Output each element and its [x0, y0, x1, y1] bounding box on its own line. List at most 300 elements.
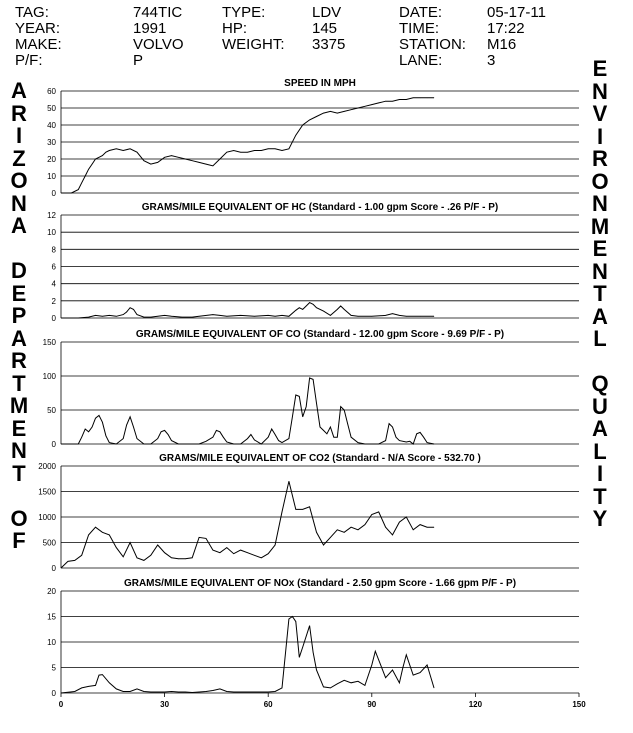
data-point: [420, 672, 421, 673]
x-tick-label: 90: [367, 700, 377, 709]
data-point: [282, 512, 283, 513]
data-point: [199, 692, 200, 693]
data-point: [313, 652, 314, 653]
data-point: [268, 692, 269, 693]
side-left-letter: N: [11, 190, 27, 216]
data-point: [88, 169, 89, 170]
side-right-letter: I: [596, 123, 604, 149]
data-point: [254, 150, 255, 151]
data-point: [226, 316, 227, 317]
data-point: [157, 692, 158, 693]
data-point: [271, 429, 272, 430]
side-right-letter: N: [592, 78, 608, 104]
chart-hc: [47, 202, 579, 323]
data-point: [416, 434, 417, 435]
data-point: [220, 689, 221, 690]
side-right-letter: A: [592, 303, 608, 329]
data-point: [392, 313, 393, 314]
data-point: [150, 444, 151, 445]
data-point: [261, 558, 262, 559]
data-point: [372, 104, 373, 105]
data-point: [109, 535, 110, 536]
type-label: TYPE:: [222, 4, 266, 21]
data-point: [316, 403, 317, 404]
y-tick-label: 8: [51, 245, 56, 255]
data-point: [75, 691, 76, 692]
data-point: [161, 431, 162, 432]
data-point: [61, 193, 62, 194]
data-point: [116, 444, 117, 445]
chart-nox: [47, 578, 579, 698]
data-point: [337, 309, 338, 310]
data-point: [116, 316, 117, 317]
side-right-letter: N: [592, 258, 608, 284]
data-point: [81, 183, 82, 184]
lane-value: 3: [487, 52, 496, 69]
data-point: [150, 164, 151, 165]
data-point: [427, 665, 428, 666]
y-tick-label: 0: [51, 189, 56, 198]
side-left-letter: P: [11, 303, 27, 328]
data-point: [171, 316, 172, 317]
side-right-letter: O: [591, 168, 609, 194]
data-point: [344, 111, 345, 112]
data-point: [261, 444, 262, 445]
data-point: [365, 685, 366, 686]
hp-value: 145: [312, 20, 338, 37]
data-point: [254, 692, 255, 693]
data-point: [88, 686, 89, 687]
data-point: [351, 437, 352, 438]
data-point: [226, 691, 227, 692]
data-point: [71, 193, 72, 194]
data-point: [182, 317, 183, 318]
data-point: [427, 442, 428, 443]
data-point: [199, 162, 200, 163]
data-point: [278, 440, 279, 441]
data-point: [385, 440, 386, 441]
data-point: [213, 690, 214, 691]
data-point: [423, 437, 424, 438]
data-point: [434, 688, 435, 689]
data-point: [378, 512, 379, 513]
data-point: [192, 692, 193, 693]
data-point: [282, 150, 283, 151]
data-point: [275, 545, 276, 546]
data-point: [137, 438, 138, 439]
data-point: [233, 553, 234, 554]
data-point: [92, 427, 93, 428]
data-point: [144, 560, 145, 561]
side-left-letter: T: [12, 370, 26, 396]
pf-value: P: [133, 52, 144, 69]
chart-title: GRAMS/MILE EQUIVALENT OF CO2 (Standard - N/A Score - 532.70 ): [159, 453, 481, 464]
data-point: [299, 307, 300, 308]
time-value: 17:22: [487, 20, 525, 37]
data-point: [330, 315, 331, 316]
data-point: [133, 309, 134, 310]
data-point: [378, 444, 379, 445]
data-point: [323, 113, 324, 114]
data-point: [378, 103, 379, 104]
data-point: [192, 317, 193, 318]
data-point: [130, 149, 131, 150]
data-point: [330, 688, 331, 689]
data-point: [185, 444, 186, 445]
data-point: [61, 444, 62, 445]
data-point: [226, 152, 227, 153]
data-point: [116, 689, 117, 690]
side-right-letter: Q: [591, 371, 609, 396]
data-point: [302, 647, 303, 648]
side-right-letter: N: [592, 191, 608, 216]
data-point: [61, 568, 62, 569]
data-point: [275, 149, 276, 150]
data-point: [313, 379, 314, 380]
data-point: [358, 316, 359, 317]
data-point: [392, 670, 393, 671]
data-point: [351, 527, 352, 528]
data-point: [316, 307, 317, 308]
y-tick-label: 10: [47, 228, 56, 238]
y-tick-label: 2: [51, 296, 56, 306]
data-point: [102, 532, 103, 533]
data-point: [171, 691, 172, 692]
data-point: [88, 535, 89, 536]
data-point: [309, 378, 310, 379]
side-right-letter: V: [592, 101, 608, 126]
data-point: [106, 152, 107, 153]
data-point: [233, 150, 234, 151]
data-point: [240, 550, 241, 551]
side-right-letter: T: [593, 281, 607, 306]
side-left-letter: A: [11, 213, 27, 238]
data-point: [289, 149, 290, 150]
data-point: [392, 101, 393, 102]
data-point: [109, 683, 110, 684]
y-tick-label: 1000: [38, 513, 56, 522]
data-point: [302, 417, 303, 418]
data-point: [95, 159, 96, 160]
data-point: [434, 316, 435, 317]
data-point: [378, 660, 379, 661]
data-point: [330, 427, 331, 428]
side-right-letter: T: [593, 483, 607, 509]
side-right-letter: I: [596, 461, 604, 486]
data-point: [344, 309, 345, 310]
data-point: [178, 692, 179, 693]
data-point: [99, 415, 100, 416]
y-tick-label: 2000: [38, 462, 56, 471]
data-point: [171, 440, 172, 441]
data-point: [289, 619, 290, 620]
side-right-letter: A: [592, 416, 608, 441]
data-point: [365, 106, 366, 107]
data-point: [413, 675, 414, 676]
data-point: [150, 555, 151, 556]
data-point: [157, 316, 158, 317]
data-point: [268, 315, 269, 316]
data-point: [296, 395, 297, 396]
data-point: [337, 437, 338, 438]
data-point: [399, 99, 400, 100]
data-point: [126, 425, 127, 426]
data-point: [185, 559, 186, 560]
data-point: [102, 674, 103, 675]
data-point: [399, 440, 400, 441]
data-point: [109, 150, 110, 151]
data-point: [123, 438, 124, 439]
x-tick-label: 30: [160, 700, 170, 709]
data-point: [427, 527, 428, 528]
data-point: [268, 437, 269, 438]
data-point: [206, 441, 207, 442]
data-point: [372, 665, 373, 666]
data-point: [358, 529, 359, 530]
y-tick-label: 0: [51, 440, 56, 449]
data-point: [344, 680, 345, 681]
data-point: [365, 444, 366, 445]
data-point: [299, 396, 300, 397]
chart-co2: [38, 453, 579, 573]
data-point: [75, 560, 76, 561]
side-left-letter: F: [12, 528, 26, 553]
data-point: [226, 442, 227, 443]
data-point: [385, 315, 386, 316]
data-point: [372, 316, 373, 317]
data-point: [233, 692, 234, 693]
data-point: [95, 315, 96, 316]
data-point: [144, 691, 145, 692]
data-point: [178, 559, 179, 560]
y-tick-label: 6: [51, 262, 56, 272]
data-point: [302, 509, 303, 510]
data-point: [137, 314, 138, 315]
data-point: [130, 691, 131, 692]
data-point: [137, 152, 138, 153]
make-label: MAKE:: [15, 36, 62, 53]
data-point: [306, 306, 307, 307]
data-point: [406, 517, 407, 518]
data-point: [372, 514, 373, 515]
data-point: [88, 317, 89, 318]
data-point: [95, 685, 96, 686]
data-point: [150, 317, 151, 318]
data-point: [337, 113, 338, 114]
chart-title: GRAMS/MILE EQUIVALENT OF CO (Standard - 12.00 gpm Score - 9.69 P/F - P): [135, 329, 505, 340]
data-point: [164, 157, 165, 158]
data-point: [337, 684, 338, 685]
make-value: VOLVO: [133, 36, 184, 53]
data-point: [144, 160, 145, 161]
data-point: [78, 189, 79, 190]
data-point: [323, 430, 324, 431]
side-left-letter: O: [10, 168, 28, 193]
data-point: [164, 430, 165, 431]
data-point: [254, 440, 255, 441]
data-point: [178, 444, 179, 445]
x-tick-label: 120: [468, 700, 483, 709]
data-point: [106, 436, 107, 437]
data-point: [347, 423, 348, 424]
data-point: [275, 316, 276, 317]
data-point: [420, 432, 421, 433]
data-point: [299, 657, 300, 658]
data-point: [240, 692, 241, 693]
data-point: [99, 157, 100, 158]
data-point: [330, 537, 331, 538]
data-point: [178, 157, 179, 158]
data-point: [206, 691, 207, 692]
side-right-letter: R: [592, 146, 608, 171]
y-tick-label: 0: [51, 564, 56, 573]
y-tick-label: 12: [47, 211, 56, 220]
y-tick-label: 150: [42, 338, 56, 347]
data-point: [358, 442, 359, 443]
series-line-co2: [61, 481, 434, 568]
data-point: [61, 318, 62, 319]
y-tick-label: 5: [51, 663, 56, 673]
series-line-hc: [61, 303, 434, 318]
data-point: [192, 160, 193, 161]
data-point: [213, 550, 214, 551]
chart-title: GRAMS/MILE EQUIVALENT OF NOx (Standard - 2.50 gpm Score - 1.66 gpm P/F - P): [123, 578, 517, 589]
data-point: [406, 654, 407, 655]
data-point: [109, 315, 110, 316]
data-point: [81, 555, 82, 556]
data-point: [309, 507, 310, 508]
side-left-letter: R: [11, 100, 27, 126]
y-tick-label: 15: [47, 612, 56, 622]
x-tick-label: 0: [58, 700, 64, 709]
data-point: [220, 431, 221, 432]
data-point: [289, 316, 290, 317]
data-point: [292, 616, 293, 617]
data-point: [399, 683, 400, 684]
data-point: [164, 315, 165, 316]
data-point: [358, 108, 359, 109]
data-point: [275, 691, 276, 692]
data-point: [206, 164, 207, 165]
data-point: [144, 444, 145, 445]
data-point: [409, 441, 410, 442]
lane-label: LANE:: [399, 52, 443, 69]
time-label: TIME:: [399, 20, 439, 37]
side-right-letter: E: [592, 56, 608, 81]
data-point: [434, 444, 435, 445]
data-point: [192, 558, 193, 559]
data-point: [216, 430, 217, 431]
data-point: [199, 316, 200, 317]
data-point: [78, 318, 79, 319]
data-point: [413, 444, 414, 445]
data-point: [327, 434, 328, 435]
data-point: [302, 125, 303, 126]
data-point: [164, 552, 165, 553]
data-point: [192, 444, 193, 445]
data-point: [261, 692, 262, 693]
data-point: [309, 625, 310, 626]
data-point: [116, 149, 117, 150]
data-point: [396, 437, 397, 438]
data-point: [157, 438, 158, 439]
data-point: [340, 406, 341, 407]
data-point: [323, 545, 324, 546]
data-point: [126, 312, 127, 313]
data-point: [199, 444, 200, 445]
data-point: [223, 437, 224, 438]
data-point: [130, 307, 131, 308]
data-point: [78, 444, 79, 445]
weight-label: WEIGHT:: [222, 36, 285, 53]
y-tick-label: 100: [42, 372, 56, 381]
data-point: [420, 524, 421, 525]
data-point: [302, 309, 303, 310]
side-left-letter: D: [11, 258, 27, 283]
data-point: [292, 417, 293, 418]
data-point: [399, 522, 400, 523]
data-point: [144, 317, 145, 318]
y-tick-label: 10: [47, 638, 56, 647]
data-point: [351, 109, 352, 110]
data-point: [213, 314, 214, 315]
data-point: [406, 442, 407, 443]
y-tick-label: 4: [51, 279, 56, 289]
side-right-letter: E: [592, 236, 608, 261]
tag-value: 744TIC: [133, 4, 183, 21]
data-point: [399, 315, 400, 316]
chart-title: SPEED IN MPH: [284, 78, 356, 89]
data-point: [316, 670, 317, 671]
y-tick-label: 10: [47, 172, 56, 181]
series-line-co: [61, 378, 434, 444]
data-point: [358, 681, 359, 682]
data-point: [81, 437, 82, 438]
data-point: [247, 692, 248, 693]
data-point: [240, 444, 241, 445]
data-point: [254, 316, 255, 317]
data-point: [316, 532, 317, 533]
data-point: [365, 524, 366, 525]
data-point: [337, 529, 338, 530]
y-tick-label: 30: [47, 138, 56, 147]
data-point: [413, 98, 414, 99]
side-left-letter: N: [11, 438, 27, 463]
data-point: [206, 538, 207, 539]
data-point: [213, 437, 214, 438]
data-point: [313, 304, 314, 305]
data-point: [220, 552, 221, 553]
data-point: [199, 537, 200, 538]
side-left-letter: E: [11, 280, 27, 306]
data-point: [344, 532, 345, 533]
data-point: [275, 434, 276, 435]
series-line-nox: [61, 617, 434, 694]
chart-title: GRAMS/MILE EQUIVALENT OF HC (Standard - 1.00 gpm Score - .26 P/F - P): [141, 202, 499, 213]
side-left-letter: I: [15, 123, 23, 148]
series-line-speed: [61, 98, 434, 193]
y-tick-label: 0: [51, 689, 56, 698]
data-point: [420, 316, 421, 317]
y-tick-label: 0: [51, 314, 56, 323]
data-point: [372, 444, 373, 445]
side-right-letter: M: [590, 213, 610, 239]
data-point: [413, 529, 414, 530]
side-left-letter: O: [10, 505, 28, 531]
side-left-letter: R: [11, 348, 27, 373]
data-point: [168, 434, 169, 435]
data-point: [330, 111, 331, 112]
